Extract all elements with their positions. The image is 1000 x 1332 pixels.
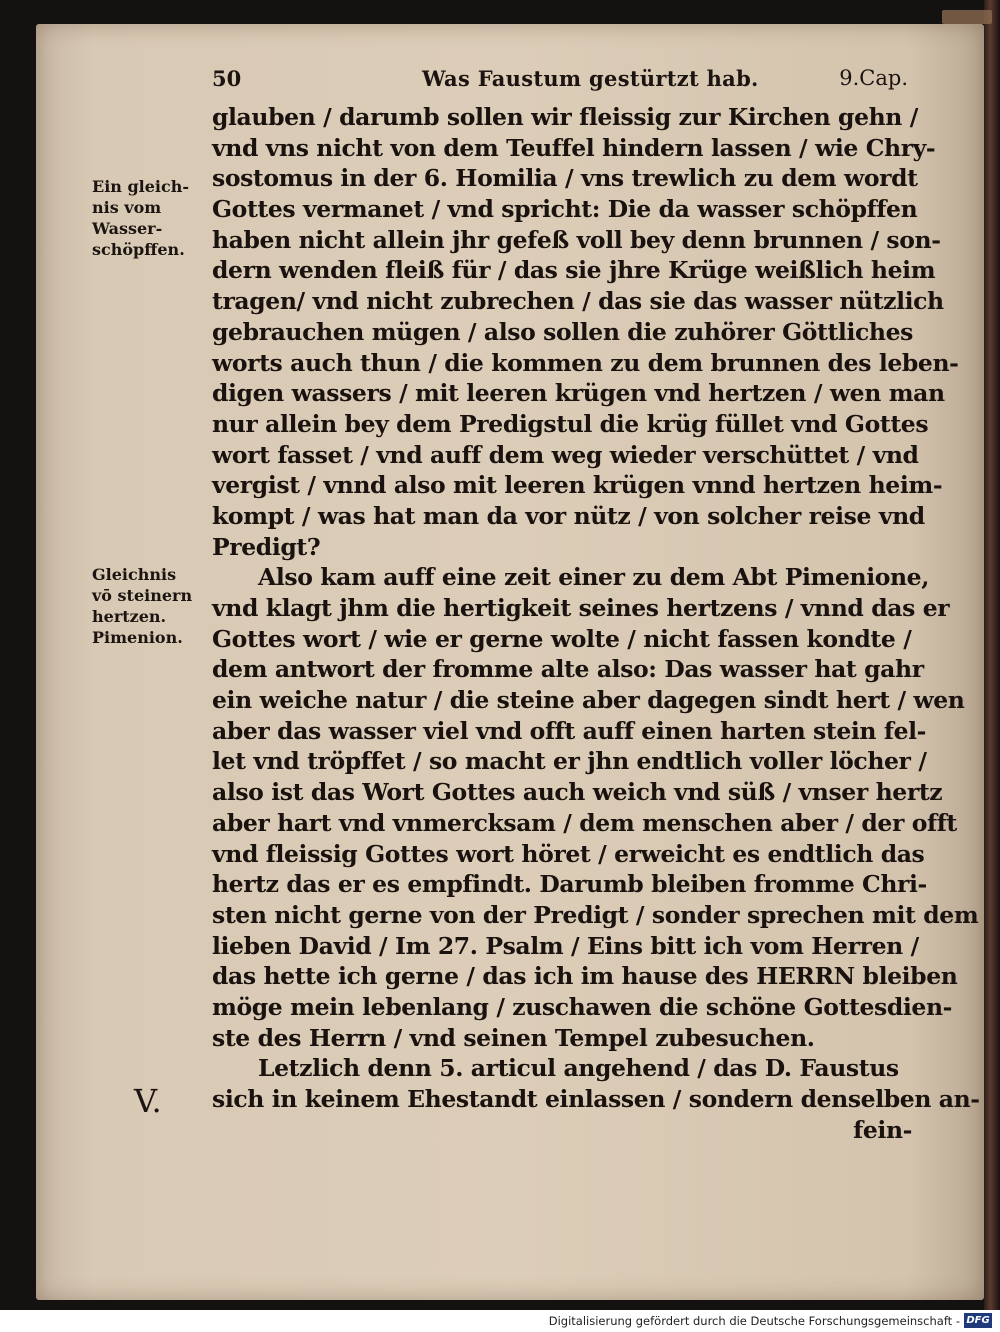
text-line: das hette ich gerne / das ich im hause des HERRN bleiben bbox=[212, 962, 958, 991]
catchword: fein- bbox=[853, 1115, 912, 1144]
text-line: kompt / was hat man da vor nütz / von solcher reise vnd bbox=[212, 501, 925, 530]
text-line: haben nicht allein jhr gefeß voll bey denn brunnen / son- bbox=[212, 225, 941, 254]
body-text bbox=[212, 102, 980, 1145]
text-line: Gottes vermanet / vnd spricht: Die da wasser schöpffen bbox=[212, 195, 918, 224]
margin-note-water bbox=[92, 176, 189, 260]
text-line: worts auch thun / die kommen zu dem brunnen des leben- bbox=[212, 348, 959, 377]
text-line: let vnd tröpffet / so macht er jhn endtlich voller löcher / bbox=[212, 747, 927, 776]
text-line: sostomus in der 6. Homilia / vns trewlich zu dem wordt bbox=[212, 164, 918, 193]
margin-note-line: Gleichnis bbox=[92, 565, 177, 584]
margin-note-line: schöpffen. bbox=[92, 240, 185, 259]
text-line: Letzlich denn 5. articul angehend / das D. Faustus bbox=[258, 1054, 899, 1083]
page-number: 50 bbox=[212, 66, 242, 91]
text-line: digen wassers / mit leeren krügen vnd hertzen / wen man bbox=[212, 379, 945, 408]
text-line: vnd vns nicht von dem Teuffel hindern lassen / wie Chry- bbox=[212, 133, 936, 162]
page-tab bbox=[942, 10, 992, 24]
margin-note-line: vō steinern bbox=[92, 586, 193, 605]
section-marker: V. bbox=[134, 1082, 162, 1120]
text-line: Also kam auff eine zeit einer zu dem Abt Pimenione, bbox=[258, 563, 930, 592]
text-line: also ist das Wort Gottes auch weich vnd süß / vnser hertz bbox=[212, 778, 943, 807]
margin-note-line: hertzen. bbox=[92, 607, 167, 626]
text-line: vnd klagt jhm die hertigkeit seines hertzens / vnnd das er bbox=[212, 594, 950, 622]
text-line: tragen/ vnd nicht zubrechen / das sie das wasser nützlich bbox=[212, 287, 944, 316]
text-line: dern wenden fleiß für / das sie jhre Krüge weißlich heim bbox=[212, 256, 936, 285]
margin-note-line: Wasser- bbox=[92, 219, 163, 238]
text-line: nur allein bey dem Predigstul die krüg füllet vnd Gottes bbox=[212, 409, 929, 438]
text-line: lieben David / Im 27. Psalm / Eins bitt ich vom Herren / bbox=[212, 931, 919, 960]
book-edge bbox=[984, 0, 1000, 1310]
text-line: glauben / darumb sollen wir fleissig zur Kirchen gehn / bbox=[212, 103, 918, 131]
footer-credit: Digitalisierung gefördert durch die Deutsche Forschungsgemeinschaft - bbox=[548, 1314, 960, 1328]
text-line: dem antwort der fromme alte also: Das wasser hat gahr bbox=[212, 655, 924, 684]
text-line: möge mein lebenlang / zuschawen die schöne Gottesdien- bbox=[212, 992, 953, 1021]
running-header bbox=[212, 66, 908, 96]
text-line: Gottes wort / wie er gerne wolte / nicht fassen kondte / bbox=[212, 624, 912, 653]
text-line: vnd fleissig Gottes wort höret / erweicht es endtlich das bbox=[212, 839, 925, 868]
text-line: gebrauchen mügen / also sollen die zuhörer Göttliches bbox=[212, 317, 913, 346]
text-line: hertz das er es empfindt. Darumb bleiben fromme Chri- bbox=[212, 870, 927, 899]
running-title: Was Faustum gestürtzt hab. bbox=[422, 66, 759, 91]
text-line: sich in keinem Ehestandt einlassen / sondern denselben an- bbox=[212, 1085, 980, 1113]
footer-bar bbox=[0, 1310, 1000, 1332]
text-line: wort fasset / vnd auff dem weg wieder verschüttet / vnd bbox=[212, 440, 919, 469]
text-line: ein weiche natur / die steine aber dagegen sindt hert / wen bbox=[212, 686, 965, 715]
margin-note-stone-heart bbox=[92, 564, 192, 648]
text-line: ste des Herrn / vnd seinen Tempel zubesuchen. bbox=[212, 1023, 815, 1052]
text-line: Predigt? bbox=[212, 532, 321, 561]
text-line: vergist / vnnd also mit leeren krügen vnnd hertzen heim- bbox=[212, 471, 943, 500]
margin-note-line: Ein gleich- bbox=[92, 177, 190, 196]
margin-note-line: nis vom bbox=[92, 198, 162, 217]
text-line: sten nicht gerne von der Predigt / sonder sprechen mit dem bbox=[212, 900, 979, 929]
dfg-logo: DFG bbox=[964, 1313, 992, 1328]
margin-note-line: Pimenion. bbox=[92, 628, 183, 647]
text-line: aber das wasser viel vnd offt auff einen harten stein fel- bbox=[212, 716, 927, 745]
chapter-label: 9.Cap. bbox=[839, 66, 908, 90]
text-line: aber hart vnd vnmercksam / dem menschen aber / der offt bbox=[212, 808, 957, 837]
